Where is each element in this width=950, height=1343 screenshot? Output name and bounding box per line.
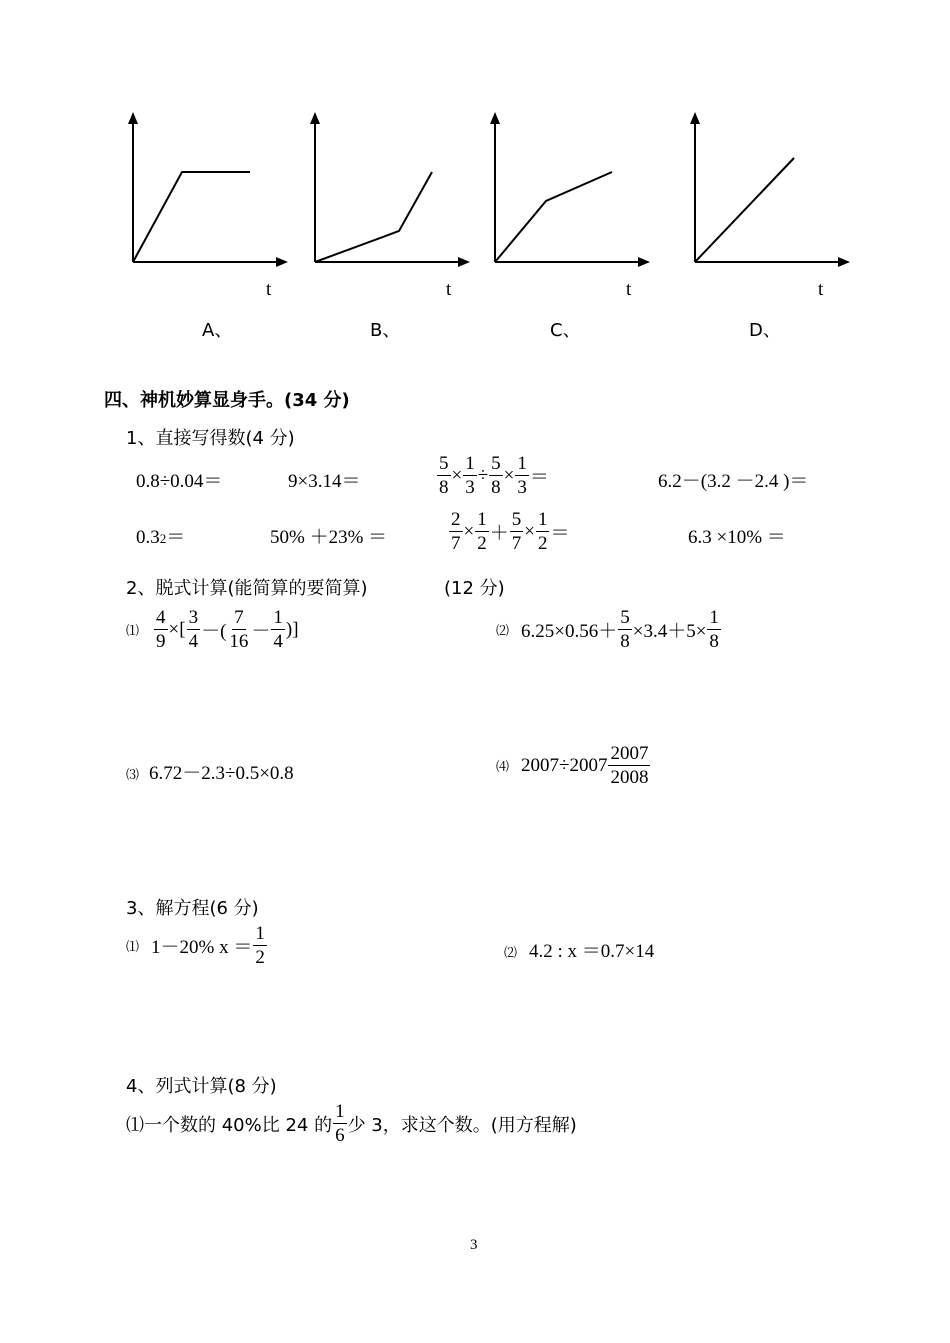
problem-2-4: ⑷ 2007÷2007 $\frac{2007}{2008}$ — [496, 743, 649, 788]
calc-r1-d: 6.2－(3.2 －2.4 )＝ — [658, 471, 809, 492]
graph-b — [302, 110, 472, 275]
axis-label-b: t — [446, 279, 452, 300]
problem-2-2: ⑵ 6.25×0.56＋ $\frac{5}{8}$ ×3.4＋5× $\frac{1}{8}$ — [496, 607, 719, 652]
page-number: 3 — [470, 1237, 478, 1253]
problem-2-1: ⑴ $\frac{4}{9}$ ×[ $\frac{3}{4}$ －( $\frac{7}{16}$ － $\frac{1}{4}$ )] — [126, 607, 299, 652]
calc-r1-c: $\frac{5}{8}$ × $\frac{1}{3}$ ÷ $\frac{5}{8}$ × $\frac{1}{3}$ ＝ — [439, 453, 549, 498]
part2-title: 2、脱式计算(能简算的要简算) — [126, 578, 368, 599]
section-heading: 四、神机妙算显身手。(34 分) — [104, 390, 350, 411]
part2-score: (12 分) — [444, 578, 505, 599]
calc-r2-b: 50% ＋23% ＝ — [270, 527, 388, 548]
axis-label-c: t — [626, 279, 632, 300]
problem-2-3: ⑶ 6.72－2.3÷0.5×0.8 — [126, 763, 294, 784]
calc-r1-a: 0.8÷0.04＝ — [136, 471, 223, 492]
part3-title: 3、解方程(6 分) — [126, 898, 259, 919]
calc-r2-c: $\frac{2}{7}$ × $\frac{1}{2}$ ＋ $\frac{5}{7}$ × $\frac{1}{2}$ ＝ — [451, 509, 570, 554]
graph-c — [482, 110, 652, 275]
axis-label-a: t — [266, 279, 272, 300]
calc-r1-b: 9×3.14＝ — [288, 471, 361, 492]
axis-label-d: t — [818, 279, 824, 300]
graph-a — [120, 110, 290, 275]
problem-4-1: ⑴一个数的 40%比 24 的 $\frac{1}{6}$ 少 3，求这个数。(用方程解) — [126, 1101, 577, 1146]
option-d-label: D、 — [749, 320, 781, 341]
calc-r2-d: 6.3 ×10% ＝ — [688, 527, 786, 548]
option-b-label: B、 — [370, 320, 401, 341]
option-c-label: C、 — [550, 320, 581, 341]
graph-d — [682, 110, 852, 275]
part1-title: 1、直接写得数(4 分) — [126, 428, 295, 449]
problem-3-2: ⑵ 4.2 : x ＝0.7×14 — [504, 941, 655, 962]
part4-title: 4、列式计算(8 分) — [126, 1076, 277, 1097]
calc-r2-a: 0.32＝ — [136, 527, 186, 548]
problem-3-1: ⑴ 1－20% x ＝ $\frac{1}{2}$ — [126, 923, 265, 968]
option-a-label: A、 — [202, 320, 233, 341]
